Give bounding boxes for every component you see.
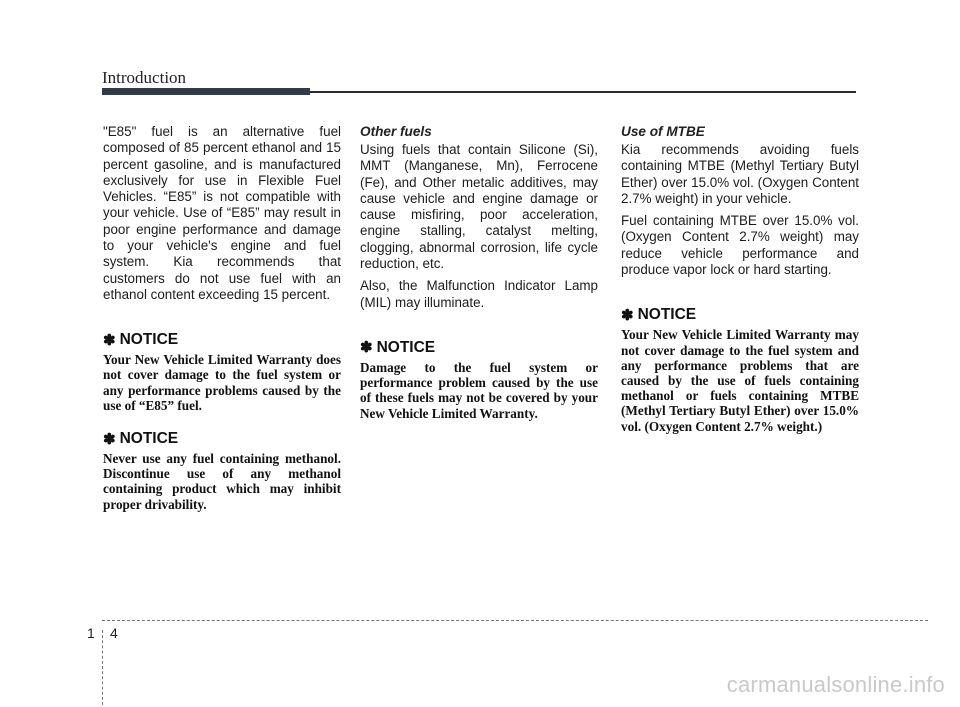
section-heading: Use of MTBE [621, 124, 705, 139]
footer-divider [102, 630, 103, 705]
column-2 [360, 124, 598, 421]
column-3 [621, 124, 859, 434]
notice-icon: ✽ [103, 430, 116, 448]
notice-heading [621, 306, 859, 324]
section-heading: Other fuels [360, 124, 432, 139]
notice-text: Your New Vehicle Limited Warranty may not cover damage to the fuel system and any performance problems that are caused by the use of fuels containing methanol or fuels containing MTBE (Methyl Tertiary Butyl Ether) over 15.0% vol. (Oxygen Content 2.7% weight.) [621, 327, 859, 434]
chapter-number: 1 [87, 625, 95, 641]
other-fuels-paragraph: Using fuels that contain Silicone (Si), MMT (Manganese, Mn), Ferrocene (Fe), and Other metalic additives, may cause vehicle and engine damage or cause misfiring, poor acceleration, engine stalling, catalyst melting, clogging, abnormal corrosion, life cycle reduction, etc. [360, 142, 598, 272]
header-rule-accent [102, 88, 310, 95]
notice-heading [103, 430, 341, 448]
watermark: carmanualsonline.info [726, 672, 945, 697]
mtbe-effects-paragraph: Fuel containing MTBE over 15.0% vol. (Oxygen Content 2.7% weight) may reduce vehicle performance and produce vapor lock or hard starting. [621, 213, 859, 278]
notice-title: NOTICE [119, 430, 179, 448]
notice-text: Your New Vehicle Limited Warranty does not cover damage to the fuel system or any performance problems caused by the use of “E85” fuel. [103, 352, 341, 413]
mtbe-paragraph: Kia recommends avoiding fuels containing MTBE (Methyl Tertiary Butyl Ether) over 15.0% vol. (Oxygen Content 2.7% weight) in your vehicle. [621, 142, 859, 206]
notice-heading [103, 331, 341, 349]
page-number: 4 [110, 625, 118, 641]
notice-text: Never use any fuel containing methanol. Discontinue use of any methanol containing product which may inhibit proper drivability. [103, 451, 341, 512]
mil-paragraph: Also, the Malfunction Indicator Lamp (MIL) may illuminate. [360, 278, 598, 310]
e85-paragraph: "E85" fuel is an alternative fuel composed of 85 percent ethanol and 15 percent gasoline, and is manufactured exclusively for use in Flexible Fuel Vehicles. “E85” is not compatible with your vehicle. Use of “E85” may result in poor engine performance and damage to your vehicle's engine and fuel system. Kia recommends that customers do not use fuel with an ethanol content exceeding 15 percent. [103, 124, 341, 302]
notice-text: Damage to the fuel system or performance problem caused by the use of these fuels may not be covered by your New Vehicle Limited Warranty. [360, 359, 598, 421]
notice-icon: ✽ [621, 306, 634, 324]
notice-title: NOTICE [119, 331, 179, 349]
notice-icon: ✽ [360, 339, 373, 357]
notice-heading [360, 339, 598, 357]
page-title: Introduction [102, 68, 187, 87]
footer-rule [102, 620, 928, 621]
column-1 [103, 124, 341, 512]
notice-title: NOTICE [637, 306, 697, 324]
notice-icon: ✽ [103, 331, 116, 349]
notice-title: NOTICE [376, 338, 436, 356]
